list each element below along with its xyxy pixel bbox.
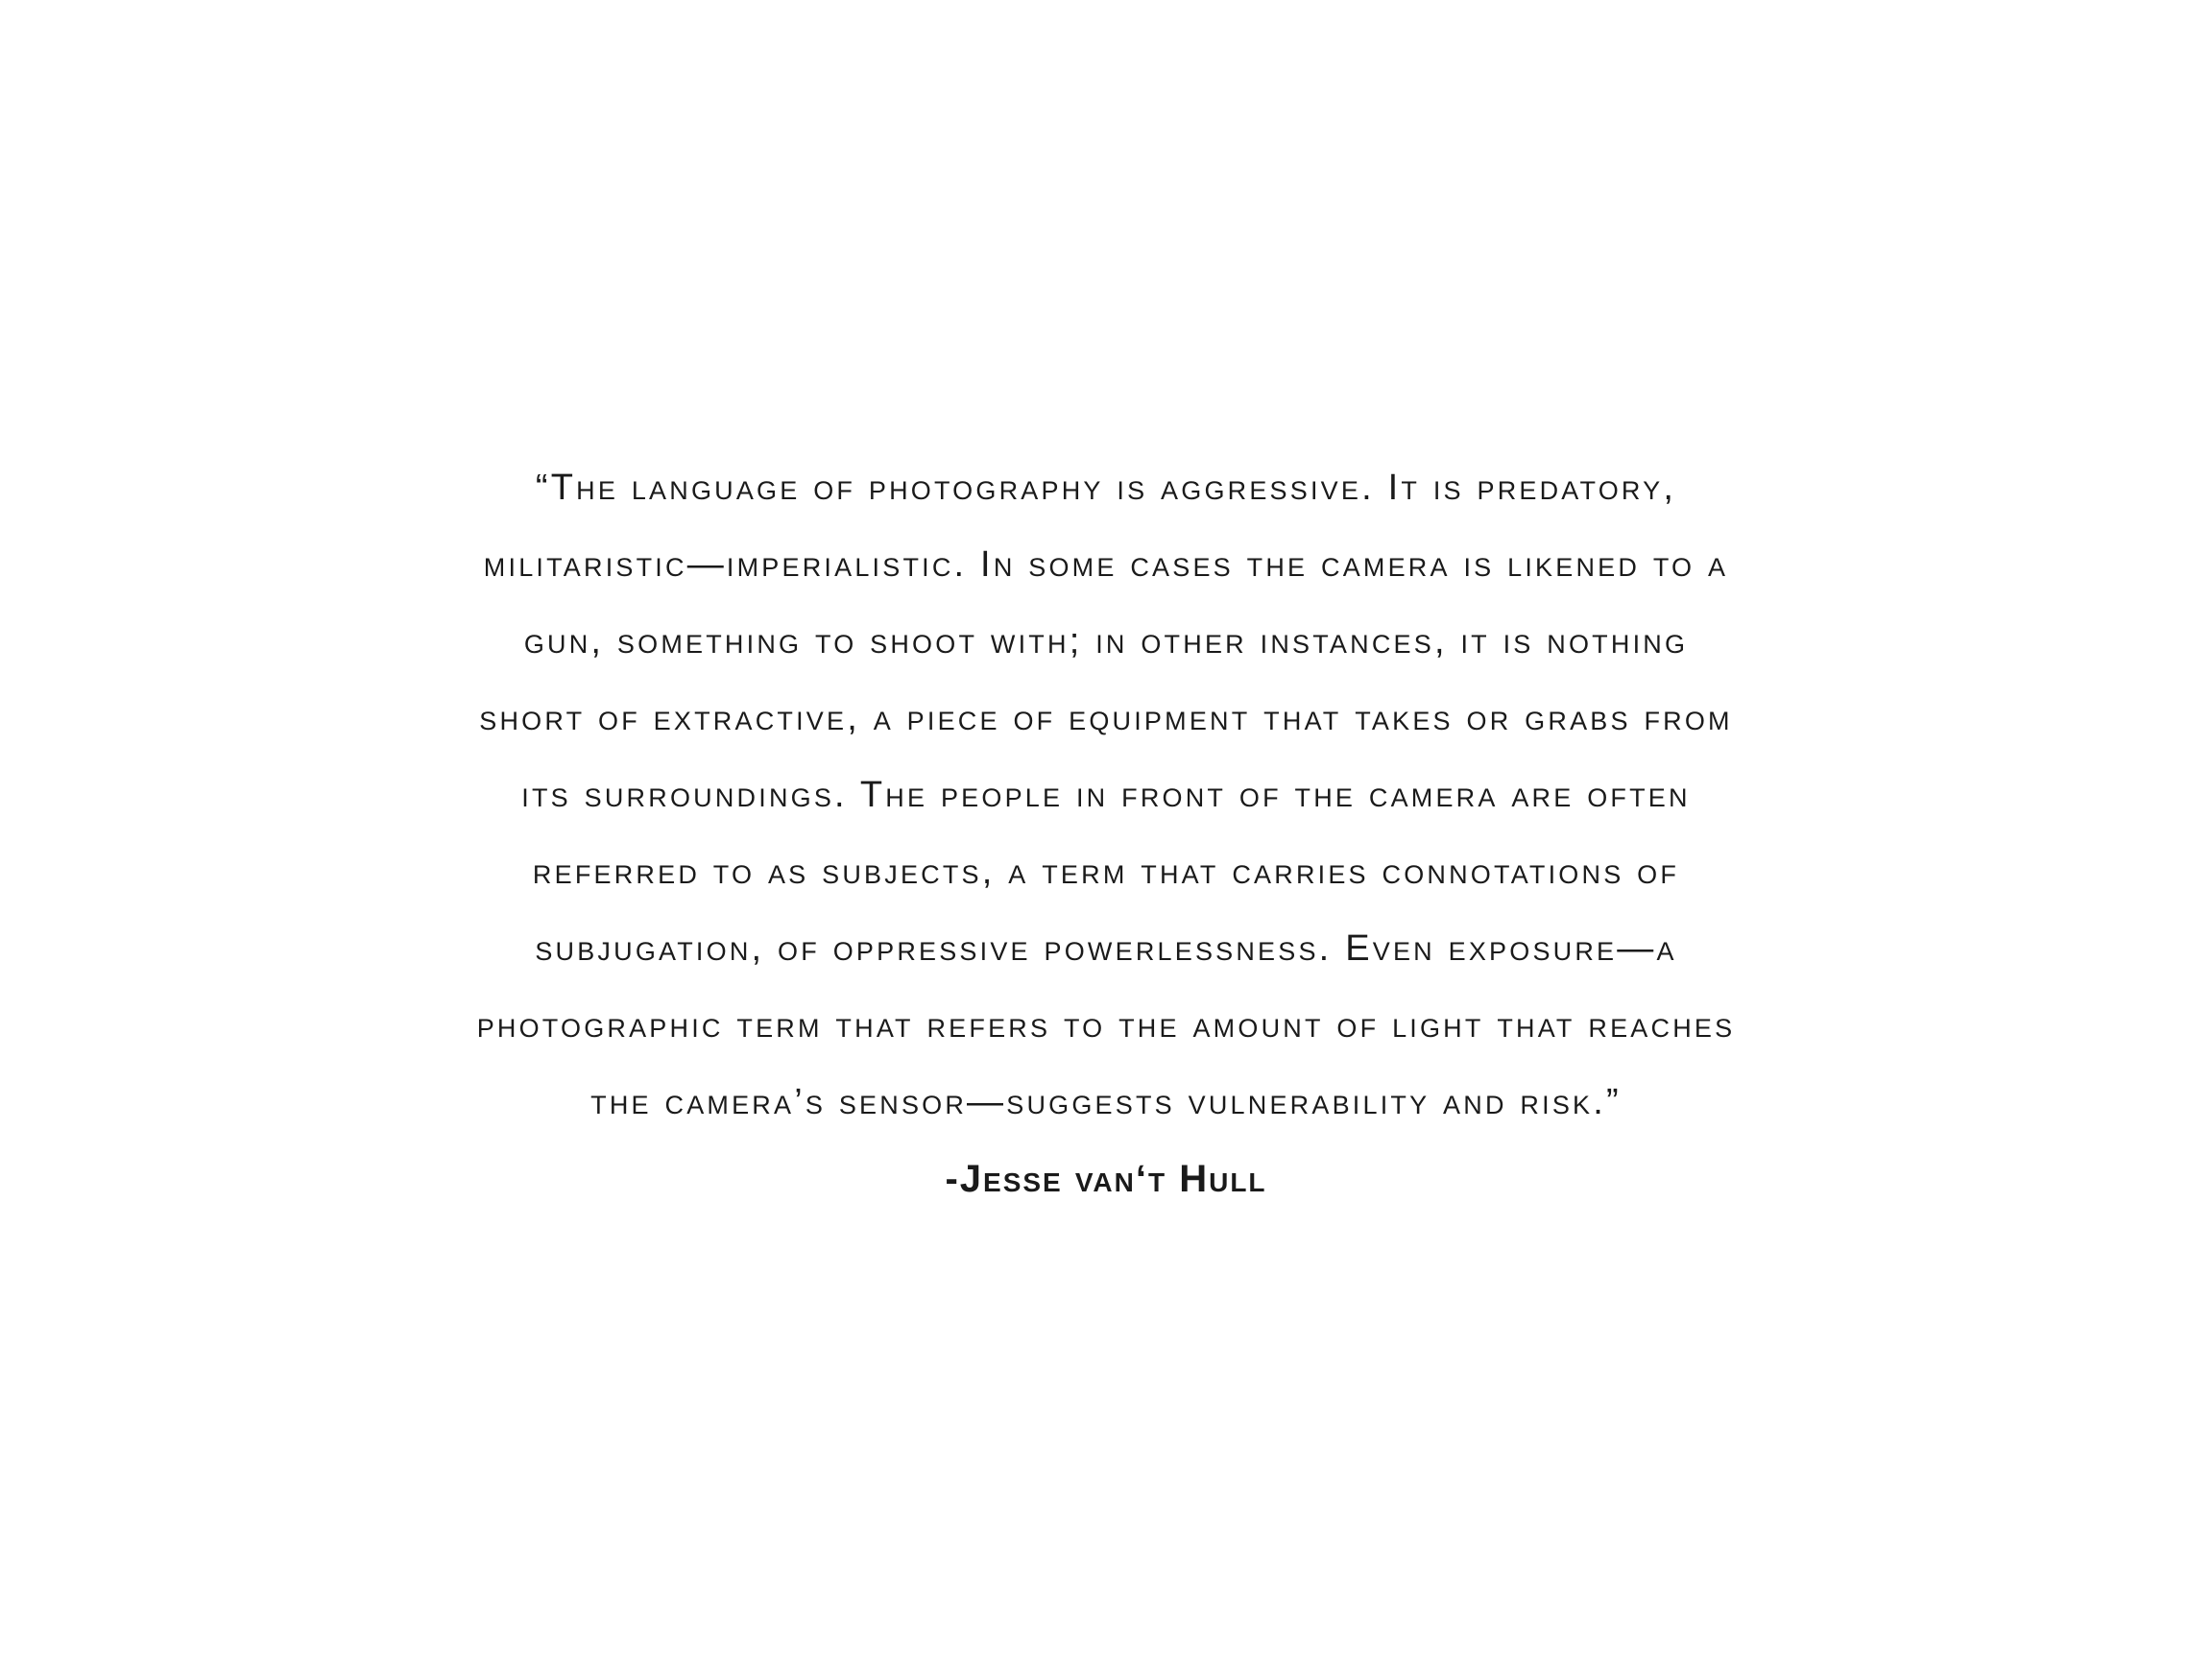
quote-line-9: the camera’s sensor—suggests vulnerability and risk.” — [590, 1082, 1622, 1122]
quote-line-8: photographic term that refers to the amount of light that reaches — [476, 1005, 1736, 1046]
quote-line-4: short of extractive, a piece of equipment that takes or grabs from — [479, 698, 1733, 738]
quote-line-3: gun, something to shoot with; in other instances, it is nothing — [523, 621, 1689, 661]
quote-line-5: its surroundings. The people in front of the camera are often — [521, 775, 1691, 815]
quote-line-7: subjugation, of oppressive powerlessness. Even exposure—a — [535, 928, 1677, 969]
quote-line-6: referred to as subjects, a term that carries connotations of — [532, 852, 1680, 892]
quote-attribution: -Jesse van‘t Hull — [945, 1158, 1267, 1200]
quote-block — [307, 449, 1905, 1217]
quote-line-2: militaristic—imperialistic. In some cases the camera is likened to a — [483, 544, 1729, 585]
quote-line-1: “The language of photography is aggressive. It is predatory, — [535, 468, 1677, 508]
